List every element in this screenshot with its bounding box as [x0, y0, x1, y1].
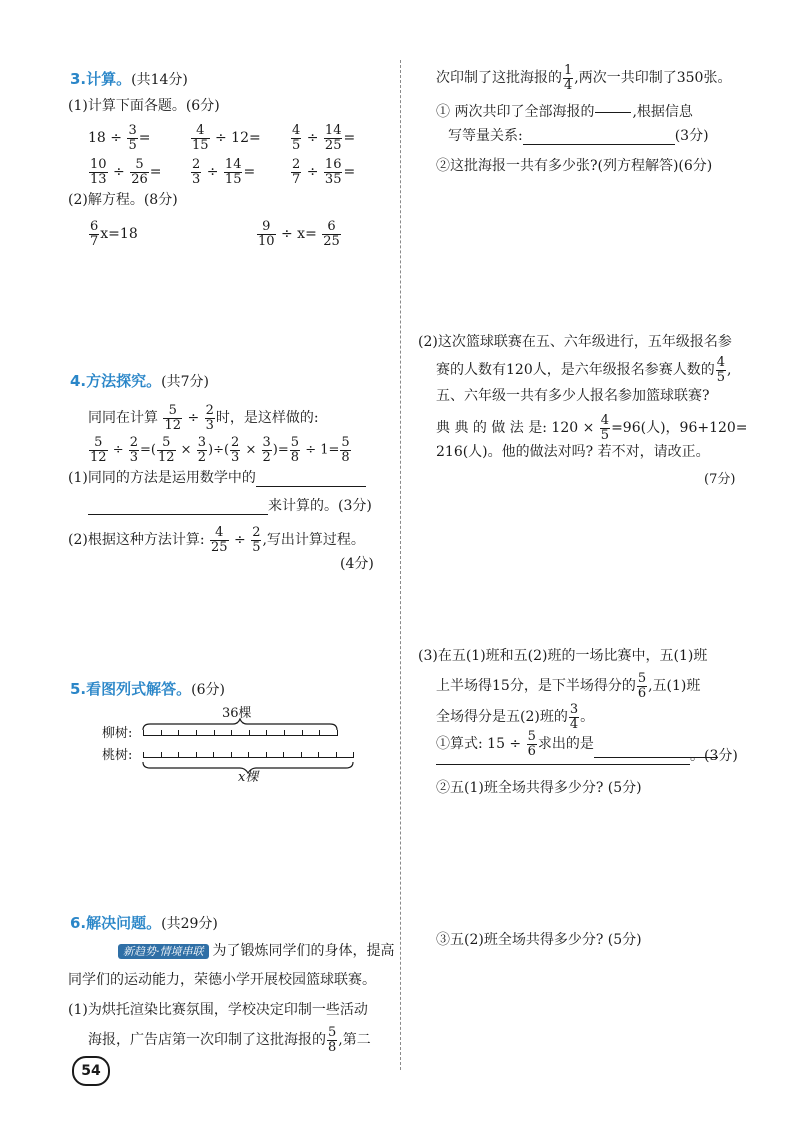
fraction [89, 158, 108, 186]
numerator: 4 [292, 123, 301, 138]
q5-top-label: 36棵 [222, 706, 252, 721]
numerator: 2 [129, 435, 139, 450]
q6-p1-line2 [88, 1026, 371, 1054]
intro-text: 同同在计算 [88, 410, 158, 427]
answer-blank[interactable] [256, 472, 366, 487]
intro-text: 时，是这样做的: [215, 410, 319, 427]
segment-tick [353, 752, 354, 758]
prompt-text: 写等量关系: [448, 128, 523, 144]
operator: ÷ 1= [305, 442, 340, 458]
denominator: 10 [258, 233, 275, 249]
segment-tick [231, 752, 232, 758]
prompt-text: ,根据信息 [632, 104, 693, 121]
denominator: 6 [527, 743, 536, 759]
prompt-text: (1)同同的方法是运用数学中的 [68, 470, 256, 486]
segment-tick [266, 752, 267, 758]
q6-p1-line1: (1)为烘托渲染比赛氛围，学校决定印制一些活动 [68, 1002, 368, 1018]
denominator: 7 [90, 233, 99, 249]
fraction [191, 158, 201, 186]
numerator: 3 [128, 123, 137, 138]
numerator: 14 [224, 157, 242, 172]
q3-expr-5 [190, 158, 255, 186]
denominator: 8 [341, 449, 350, 465]
operator: × [245, 442, 257, 458]
fraction [127, 124, 137, 152]
q6-p3-line2 [436, 672, 700, 700]
column-divider [400, 60, 401, 1070]
denominator: 5 [128, 137, 137, 153]
q5-top-brace [140, 718, 340, 732]
fraction [291, 124, 301, 152]
fraction [129, 436, 139, 464]
segment-tick [231, 730, 232, 736]
denominator-blank[interactable] [595, 113, 631, 127]
numerator: 3 [569, 702, 579, 717]
segment-tick [249, 730, 250, 736]
fraction [163, 404, 182, 432]
denominator: 25 [323, 233, 340, 249]
expr-text: ÷ 12= [215, 130, 261, 147]
denominator: 13 [90, 171, 107, 187]
denominator: 12 [164, 417, 181, 433]
numerator: 9 [257, 220, 276, 235]
numerator: 2 [292, 157, 301, 172]
q6-p2-line1: (2)这次篮球联赛在五、六年级进行，五年级报名参 [418, 334, 732, 350]
q3-note: (共14分) [131, 72, 188, 88]
q4-part2-score: (4分) [340, 556, 374, 572]
fraction [327, 1026, 337, 1054]
fraction [600, 414, 610, 442]
fraction [322, 220, 341, 248]
q4-note: (共7分) [161, 374, 209, 390]
denominator: 3 [129, 449, 139, 465]
expr-text: = [343, 164, 356, 181]
numerator: 5 [637, 671, 647, 686]
operator: )÷( [208, 442, 230, 458]
q4-part1 [68, 470, 366, 487]
segment-tick [161, 730, 162, 736]
fraction [324, 124, 343, 152]
fraction [130, 158, 149, 186]
prompt-text: , [727, 362, 732, 379]
intro-text: 为了锻炼同学们的身体，提高 [212, 943, 395, 959]
q4-part1-cont [88, 498, 372, 515]
prompt-text: 全场得分是五(2)班的 [436, 709, 568, 726]
numerator-blank[interactable] [595, 98, 631, 113]
q6-p1-line3 [436, 64, 731, 92]
fraction [157, 436, 176, 464]
denominator: 2 [262, 449, 271, 465]
q6-note: (共29分) [161, 916, 218, 932]
prompt-text: ,写出计算过程。 [262, 532, 365, 549]
numerator: 5 [130, 158, 149, 173]
segment-tick [302, 730, 303, 736]
q3-part1: (1)计算下面各题。(6分) [68, 98, 220, 114]
fraction [257, 220, 276, 248]
q4-intro [88, 404, 319, 432]
numerator: 4 [716, 355, 726, 370]
prompt-text: 次印制了这批海报的 [436, 70, 562, 87]
prompt-text: ① 两次共印了全部海报的 [436, 104, 595, 121]
numerator: 6 [322, 220, 341, 235]
score-text: 。(3分) [690, 748, 738, 764]
operator: ÷ [187, 410, 200, 427]
denominator: 15 [192, 137, 209, 153]
denominator: 8 [290, 449, 300, 465]
fraction [637, 672, 647, 700]
numerator: 5 [157, 436, 176, 451]
q6-p3-line1: (3)在五(1)班和五(2)班的一场比赛中，五(1)班 [418, 648, 708, 664]
trend-badge: 新趋势·情境串联 [118, 944, 209, 959]
q5-note: (6分) [191, 682, 225, 698]
segment-tick [143, 752, 144, 758]
q6-p2-line2 [436, 356, 731, 384]
q6-p2-line4 [436, 414, 748, 442]
segment-tick [196, 730, 197, 736]
expr-text: = [243, 164, 256, 181]
segment-tick [248, 752, 249, 758]
denominator: 6 [637, 685, 647, 701]
q3-expr-2 [190, 124, 261, 152]
expr-text: 18 ÷ [88, 130, 122, 147]
q5-willow-line [143, 735, 337, 736]
q6-intro-line2: 同学们的运动能力，荣德小学开展校园篮球联赛。 [68, 972, 376, 988]
operator: =( [140, 442, 156, 458]
numerator: 10 [90, 157, 107, 172]
segment-tick [337, 730, 338, 736]
prompt-text: 上半场得15分，是下半场得分的 [436, 678, 636, 695]
q3-heading [70, 70, 188, 89]
fraction [230, 436, 240, 464]
q5-bottom-label: x棵 [238, 770, 259, 785]
denominator: 5 [716, 369, 726, 385]
prompt-text: ,两次一共印制了350张。 [574, 70, 732, 87]
denominator: 3 [192, 171, 201, 187]
operator: ÷ [306, 164, 319, 181]
q5-row1-label: 柳树: [102, 726, 133, 741]
operator: ÷ [306, 130, 319, 147]
q6-intro-line1 [118, 943, 395, 960]
operator: ÷ [113, 164, 125, 181]
q5-title: 5.看图列式解答。 [70, 680, 192, 698]
prompt-text: 典 典 的 做 法 是: 120 × [436, 420, 595, 437]
fraction-blank[interactable] [595, 98, 631, 126]
operator: ÷ [206, 164, 219, 181]
numerator: 2 [231, 435, 240, 450]
q6-title: 6.解决问题。 [70, 914, 162, 932]
q6-p1-q2: ②这批海报一共有多少张?(列方程解答)(6分) [436, 158, 713, 174]
operator: ÷ [112, 442, 124, 458]
expr-text: = [138, 130, 151, 147]
numerator: 5 [163, 404, 182, 419]
segment-tick [336, 752, 337, 758]
prompt-text: =96(人)，96+120= [611, 420, 748, 437]
operator: ÷ [234, 532, 246, 549]
fraction [89, 220, 99, 248]
q6-p3-line3 [436, 703, 594, 731]
denominator: 4 [564, 77, 573, 93]
q3-expr-6 [290, 158, 355, 186]
fraction [290, 436, 300, 464]
q6-p2-score: (7分) [704, 472, 736, 487]
fraction [224, 158, 243, 186]
segment-tick [213, 752, 214, 758]
answer-blank[interactable] [436, 750, 690, 765]
segment-tick [266, 730, 267, 736]
q6-p1-q1-cont [448, 128, 709, 145]
denominator: 8 [328, 1039, 337, 1055]
fraction [191, 124, 210, 152]
score-text: (3分) [674, 128, 709, 144]
fraction [340, 436, 350, 464]
segment-tick [214, 730, 215, 736]
fraction [563, 64, 573, 92]
q6-p3-q3: ③五(2)班全场共得多少分? (5分) [436, 932, 642, 948]
denominator: 5 [600, 427, 610, 443]
segment-tick [284, 730, 285, 736]
operator: × [180, 442, 192, 458]
q3-equation-2 [256, 220, 342, 248]
expr-text: = [343, 130, 356, 147]
answer-blank[interactable] [523, 130, 675, 145]
q6-p2-line3: 五、六年级一共有多少人报名参加篮球联赛? [436, 388, 710, 404]
denominator: 5 [292, 137, 301, 153]
equation-text: x=18 [100, 226, 138, 243]
denominator: 5 [252, 539, 261, 555]
segment-tick [301, 752, 302, 758]
q5-heading [70, 680, 225, 699]
numerator: 14 [324, 123, 342, 138]
prompt-text: 赛的人数有120人，是六年级报名参赛人数的 [436, 362, 715, 379]
numerator: 2 [205, 403, 214, 418]
numerator: 4 [210, 526, 229, 541]
prompt-text: ,五(1)班 [648, 678, 701, 695]
numerator: 4 [191, 124, 210, 139]
numerator: 5 [89, 436, 108, 451]
fraction [569, 703, 579, 731]
numerator: 5 [328, 1025, 337, 1040]
numerator: 5 [341, 435, 350, 450]
q4-worked-example [88, 436, 352, 464]
q3-part2: (2)解方程。(8分) [68, 192, 178, 208]
prompt-text: ,第二 [338, 1032, 371, 1049]
numerator: 3 [197, 435, 206, 450]
q3-title: 3.计算。 [70, 70, 132, 88]
numerator: 16 [324, 157, 342, 172]
numerator: 2 [252, 525, 261, 540]
q4-part2 [68, 526, 365, 554]
denominator: 4 [569, 716, 579, 732]
q3-expr-1 [88, 124, 150, 152]
segment-tick [143, 730, 144, 736]
fraction [291, 158, 301, 186]
fraction [251, 526, 261, 554]
q3-expr-4 [88, 158, 161, 186]
segment-tick [196, 752, 197, 758]
denominator: 2 [197, 449, 206, 465]
numerator: 1 [564, 63, 573, 78]
fraction [210, 526, 229, 554]
denominator: 3 [205, 417, 214, 433]
equation-text: ÷ x= [281, 226, 317, 243]
fraction [205, 404, 215, 432]
fraction [716, 356, 726, 384]
denominator: 7 [292, 171, 301, 187]
answer-blank[interactable] [88, 500, 268, 515]
fraction [197, 436, 207, 464]
segment-tick [178, 730, 179, 736]
numerator: 5 [527, 729, 536, 744]
denominator: 26 [131, 171, 148, 187]
q6-p1-q1 [436, 98, 693, 126]
fraction [89, 436, 108, 464]
denominator: 35 [324, 171, 342, 187]
q6-p2-line5: 216(人)。他的做法对吗? 若不对，请改正。 [436, 444, 710, 460]
segment-tick [161, 752, 162, 758]
numerator: 3 [262, 435, 271, 450]
segment-tick [319, 730, 320, 736]
prompt-text: 海报，广告店第一次印制了这批海报的 [88, 1032, 326, 1049]
numerator: 6 [90, 219, 99, 234]
prompt-text: 求出的是 [537, 736, 594, 753]
denominator: 12 [157, 449, 175, 465]
prompt-text: (2)根据这种方法计算: [68, 532, 205, 549]
prompt-text: 来计算的。(3分) [268, 498, 372, 514]
fraction [262, 436, 272, 464]
q4-heading [70, 372, 209, 391]
denominator: 12 [90, 449, 107, 465]
expr-text: = [149, 164, 162, 181]
prompt-text: ①算式: 15 ÷ [436, 736, 522, 753]
fraction [324, 158, 343, 186]
denominator: 15 [224, 171, 242, 187]
q3-equation-1 [88, 220, 138, 248]
q6-heading [70, 914, 218, 933]
numerator: 2 [192, 157, 201, 172]
prompt-text: 。 [580, 709, 595, 726]
q6-p3-q2: ②五(1)班全场共得多少分? (5分) [436, 780, 642, 796]
numerator: 5 [290, 435, 300, 450]
denominator: 3 [231, 449, 240, 465]
q4-title: 4.方法探究。 [70, 372, 162, 390]
segment-tick [283, 752, 284, 758]
q6-p3-q1-cont [436, 748, 738, 765]
q3-expr-3 [290, 124, 355, 152]
denominator: 25 [211, 539, 228, 555]
segment-tick [178, 752, 179, 758]
numerator: 4 [600, 413, 610, 428]
denominator: 25 [324, 137, 342, 153]
operator: )= [272, 442, 289, 458]
segment-tick [318, 752, 319, 758]
q5-row2-label: 桃树: [102, 748, 133, 763]
page-number: 54 [72, 1056, 110, 1086]
